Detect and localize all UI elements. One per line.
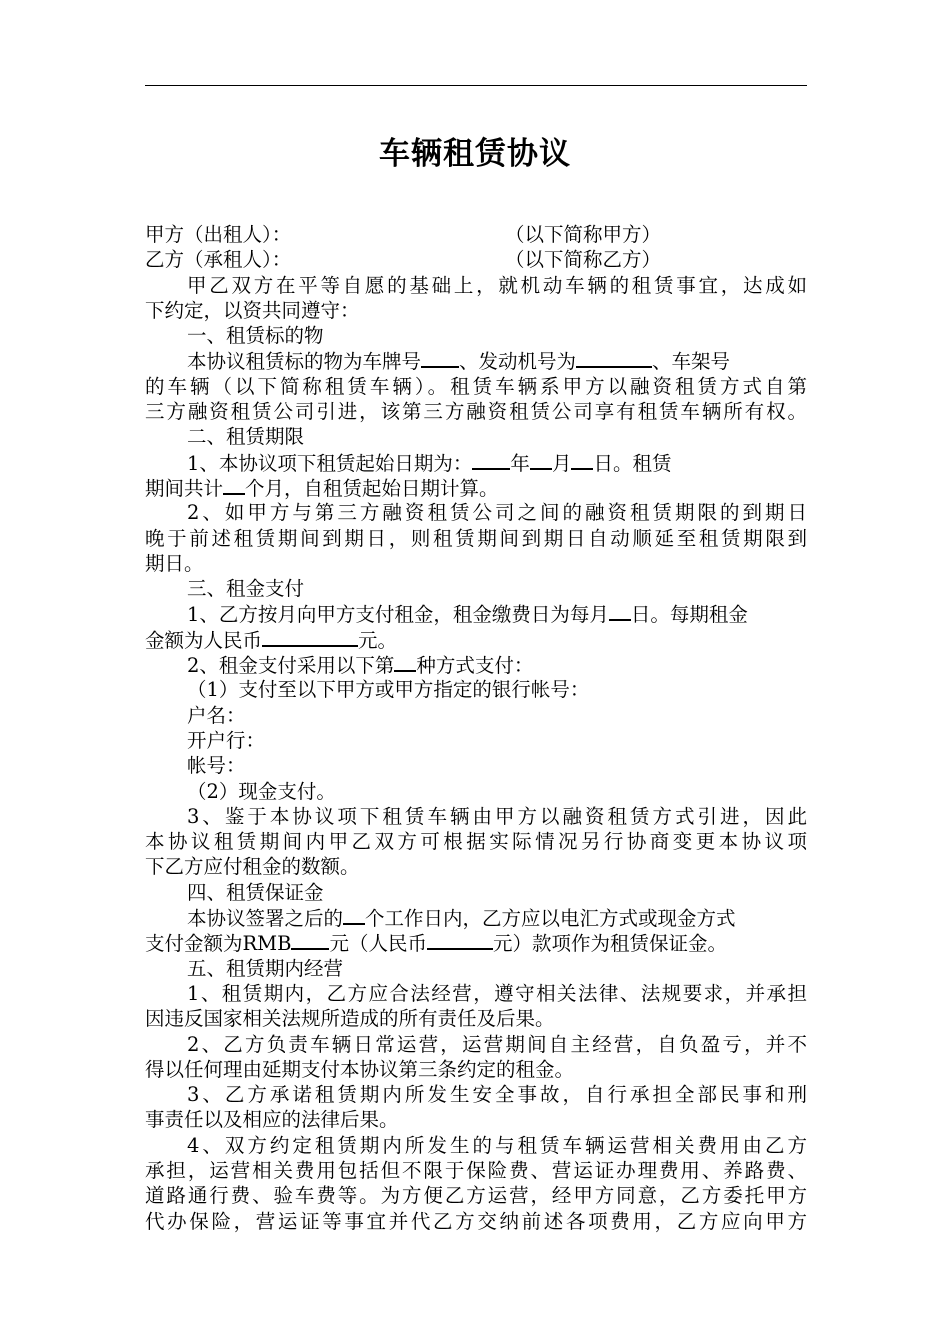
paragraph-line: 2、租金支付采用以下第 种方式支付：: [187, 654, 534, 678]
fill-blank: [472, 450, 510, 470]
section-heading: 二、租赁期限: [187, 425, 305, 449]
fill-blank: [291, 930, 329, 950]
paragraph-line: 1、本协议项下租赁起始日期为： 年 月 日。租赁: [187, 451, 672, 475]
paragraph-line: 下约定，以资共同遵守：: [145, 298, 360, 322]
party-a-note: （以下简称甲方）: [505, 223, 662, 246]
fill-blank: [530, 450, 552, 470]
party-a-label: 甲方（出租人）：: [145, 223, 292, 246]
fill-blank: [223, 475, 245, 495]
paragraph-line: 本协议租赁标的物为车牌号 、发动机号为 、车架号: [187, 350, 731, 374]
fill-blank: [609, 601, 631, 621]
fill-blank: [427, 930, 493, 950]
account-name-line: 户名：: [187, 703, 246, 727]
paragraph-line: 得以任何理由延期支付本协议第三条约定的租金。: [145, 1057, 575, 1081]
paragraph-line: 期间共计 个月，自租赁起始日期计算。: [145, 476, 499, 500]
paragraph-line: 道路通行费、验车费等。为方便乙方运营，经甲方同意，乙方委托甲方: [145, 1184, 807, 1208]
fill-blank: [421, 348, 459, 368]
section-heading: 四、租赁保证金: [187, 880, 324, 904]
paragraph-line: 因违反国家相关法规所造成的所有责任及后果。: [145, 1007, 555, 1031]
section-heading: 三、租金支付: [187, 577, 305, 601]
paragraph-line: 晚于前述租赁期间到期日，则租赁期间到期日自动顺延至租赁期限到: [145, 526, 807, 550]
paragraph-line: 下乙方应付租金的数额。: [145, 855, 360, 879]
paragraph-line: （2）现金支付。: [187, 779, 336, 803]
section-heading: 一、租赁标的物: [187, 324, 324, 348]
paragraph-line: 金额为人民币 元。: [145, 628, 398, 652]
fill-blank: [394, 652, 416, 672]
paragraph-line: 本协议租赁期间内甲乙双方可根据实际情况另行协商变更本协议项: [145, 830, 807, 854]
paragraph-line: （1）支付至以下甲方或甲方指定的银行帐号：: [187, 678, 590, 702]
fill-blank: [262, 627, 358, 647]
paragraph-line: 本协议签署之后的 个工作日内，乙方应以电汇方式或现金方式: [187, 907, 736, 931]
fill-blank: [343, 905, 365, 925]
paragraph-line: 2、乙方负责车辆日常运营，运营期间自主经营，自负盈亏，并不: [187, 1032, 807, 1056]
paragraph-line: 1、乙方按月向甲方支付租金，租金缴费日为每月 日。每期租金: [187, 603, 748, 627]
paragraph-line: 事责任以及相应的法律后果。: [145, 1108, 399, 1132]
header-rule: [145, 85, 807, 86]
paragraph-line: 甲乙双方在平等自愿的基础上，就机动车辆的租赁事宜，达成如: [187, 273, 807, 297]
bank-line: 开户行：: [187, 728, 266, 752]
paragraph-line: 三方融资租赁公司引进，该第三方融资租赁公司享有租赁车辆所有权。: [145, 400, 807, 424]
paragraph-line: 支付金额为RMB 元（人民币 元）款项作为租赁保证金。: [145, 932, 728, 956]
document-body: [145, 222, 807, 1234]
paragraph-line: 2、如甲方与第三方融资租赁公司之间的融资租赁期限的到期日: [187, 501, 807, 525]
paragraph-line: 4、双方约定租赁期内所发生的与租赁车辆运营相关费用由乙方: [187, 1133, 807, 1157]
fill-blank: [571, 450, 593, 470]
fill-blank: [576, 348, 652, 368]
party-b-note: （以下简称乙方）: [505, 248, 662, 272]
paragraph-line: 1、租赁期内，乙方应合法经营，遵守相关法律、法规要求，并承担: [187, 981, 807, 1005]
paragraph-line: 3、鉴于本协议项下租赁车辆由甲方以融资租赁方式引进，因此: [187, 804, 807, 828]
document-title: 车辆租赁协议: [379, 136, 571, 172]
paragraph-line: 承担，运营相关费用包括但不限于保险费、营运证办理费用、养路费、: [145, 1158, 807, 1182]
paragraph-line: 的车辆（以下简称租赁车辆）。租赁车辆系甲方以融资租赁方式自第: [145, 374, 807, 398]
paragraph-line: 3、乙方承诺租赁期内所发生安全事故，自行承担全部民事和刑: [187, 1083, 807, 1107]
party-b-line: [145, 247, 807, 272]
party-a-line: [145, 222, 807, 247]
account-number-line: 帐号：: [187, 754, 246, 778]
paragraph-line: 代办保险，营运证等事宜并代乙方交纳前述各项费用，乙方应向甲方: [145, 1209, 807, 1233]
party-b-label: 乙方（承租人）：: [145, 248, 292, 272]
paragraph-line: 期日。: [145, 551, 204, 575]
section-heading: 五、租赁期内经营: [187, 956, 344, 980]
